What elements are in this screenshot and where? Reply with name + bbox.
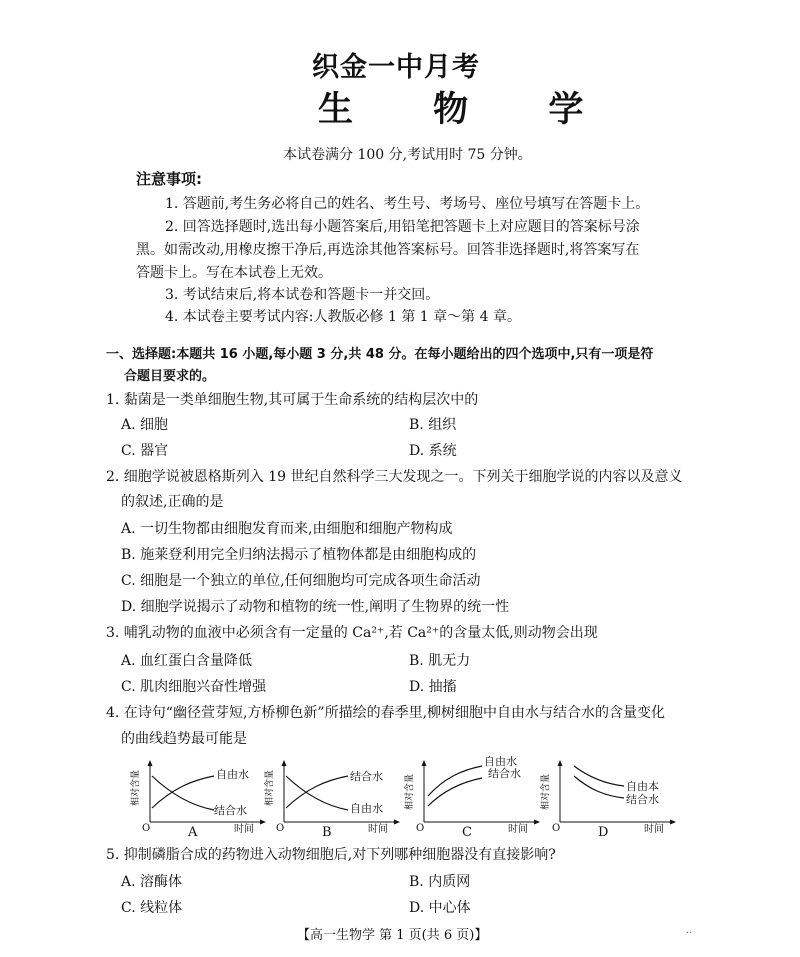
q5-stem: 5. 抑制磷脂合成的药物进入动物细胞后,对下列哪种细胞器没有直接影响?	[106, 847, 556, 863]
q4-stem-line-1: 4. 在诗句“幽径萱芽短,方桥柳色新”所描绘的春季里,柳树细胞中自由水与结合水的含量变化	[106, 705, 666, 721]
curve-free-water	[152, 776, 214, 808]
q2-option-a: A. 一切生物都由细胞发育而来,由细胞和细胞产物构成	[121, 521, 453, 537]
chart-b	[262, 758, 402, 840]
q3-option-d: D. 抽搐	[409, 679, 457, 695]
note-line-5: 3. 考试结束后,将本试卷和答题卡一并交回。	[165, 287, 440, 303]
x-axis-arrow	[394, 820, 400, 825]
chart-c	[404, 748, 544, 840]
notes-heading: 注意事项:	[136, 170, 202, 188]
y-axis-label: 相对含量	[405, 773, 415, 811]
q1-stem: 1. 黏菌是一类单细胞生物,其可属于生命系统的结构层次中的	[106, 392, 479, 408]
x-axis-label: 时间	[644, 824, 664, 835]
chart-letter: A	[188, 825, 198, 840]
origin-label: O	[142, 823, 151, 834]
q3-option-c: C. 肌肉细胞兴奋性增强	[121, 679, 267, 695]
q2-option-c: C. 细胞是一个独立的单位,任何细胞均可完成各项生命活动	[121, 573, 481, 589]
q5-option-c: C. 线粒体	[121, 900, 183, 916]
origin-label: O	[416, 823, 425, 834]
q5-option-a: A. 溶酶体	[121, 874, 183, 890]
x-axis-label: 时间	[368, 824, 388, 835]
curve-label-top: 自由本	[626, 780, 659, 793]
origin-label: O	[276, 823, 285, 834]
chart-d	[540, 748, 680, 840]
origin-label: O	[552, 823, 561, 834]
chart-letter: C	[462, 825, 472, 840]
q2-stem-line-1: 2. 细胞学说被恩格斯列入 19 世纪自然科学三大发现之一。下列关于细胞学说的内容以及意义	[106, 469, 683, 485]
curve-label-top: 自由水	[216, 768, 249, 781]
curve-label-top: 自由水	[484, 755, 517, 768]
q5-option-b: B. 内质网	[409, 874, 471, 890]
section-heading-line-2: 合题目要求的。	[124, 369, 216, 384]
curve-bound-water	[574, 776, 624, 798]
exam-title: 织金一中月考	[312, 52, 480, 83]
x-axis-label: 时间	[508, 824, 528, 835]
curve-bound-water	[286, 776, 348, 808]
q1-option-b: B. 组织	[409, 417, 457, 433]
q5-option-d: D. 中心体	[409, 900, 471, 916]
note-line-3: 黑。如需改动,用橡皮擦干净后,再选涂其他答案标号。回答非选择题时,将答案写在	[136, 242, 640, 258]
q2-stem-line-2: 的叙述,正确的是	[121, 494, 224, 510]
q2-option-b: B. 施莱登利用完全归纳法揭示了植物体都是由细胞构成的	[121, 547, 477, 563]
curve-label-top: 结合水	[350, 770, 383, 783]
curve-label-bottom: 结合水	[214, 804, 247, 817]
q3-stem: 3. 哺乳动物的血液中必须含有一定量的 Ca²⁺,若 Ca²⁺的含量太低,则动物会出现	[106, 625, 598, 641]
x-axis-label: 时间	[234, 824, 254, 835]
curve-label-bottom: 结合水	[626, 793, 659, 806]
chart-letter: D	[598, 825, 609, 840]
section-heading-line-1: 一、选择题:本题共 16 小题,每小题 3 分,共 48 分。在每小题给出的四个选项中,只有一项是符	[106, 347, 654, 362]
y-axis-arrow	[558, 760, 563, 766]
curve-bound-water	[152, 776, 214, 810]
y-axis-arrow	[148, 760, 153, 766]
curve-free-water	[574, 766, 624, 786]
q3-option-b: B. 肌无力	[409, 653, 471, 669]
q1-option-a: A. 细胞	[121, 417, 169, 433]
curve-label-bottom: 结合水	[488, 767, 521, 780]
x-axis-arrow	[670, 820, 676, 825]
y-axis-label: 相对含量	[265, 769, 275, 807]
chart-a	[128, 758, 268, 840]
curve-free-water	[428, 766, 482, 796]
curve-free-water	[286, 776, 348, 810]
q4-stem-line-2: 的曲线趋势最可能是	[121, 731, 247, 747]
y-axis-label: 相对含量	[131, 769, 141, 807]
note-line-4: 答题卡上。写在本试卷上无效。	[136, 265, 332, 281]
curve-bound-water	[428, 778, 482, 806]
corner-mark: ··	[686, 928, 693, 939]
q3-option-a: A. 血红蛋白含量降低	[121, 653, 253, 669]
exam-info: 本试卷满分 100 分,考试用时 75 分钟。	[283, 147, 532, 163]
y-axis-arrow	[282, 760, 287, 766]
q1-option-c: C. 器官	[121, 443, 169, 459]
curve-label-bottom: 自由水	[350, 802, 383, 815]
chart-letter: B	[322, 825, 332, 840]
note-line-2: 2. 回答选择题时,选出每小题答案后,用铅笔把答题卡上对应题目的答案标号涂	[165, 219, 640, 235]
page-footer: 【高一生物学 第 1 页(共 6 页)】	[297, 928, 488, 943]
note-line-6: 4. 本试卷主要考试内容:人教版必修 1 第 1 章～第 4 章。	[165, 309, 521, 325]
note-line-1: 1. 答题前,考生务必将自己的姓名、考生号、考场号、座位号填写在答题卡上。	[165, 196, 650, 212]
subject-title: 生 物 学	[318, 89, 618, 130]
q2-option-d: D. 细胞学说揭示了动物和植物的统一性,阐明了生物界的统一性	[121, 599, 510, 615]
q1-option-d: D. 系统	[409, 443, 457, 459]
y-axis-label: 相对含量	[541, 773, 551, 811]
y-axis-arrow	[422, 760, 427, 766]
